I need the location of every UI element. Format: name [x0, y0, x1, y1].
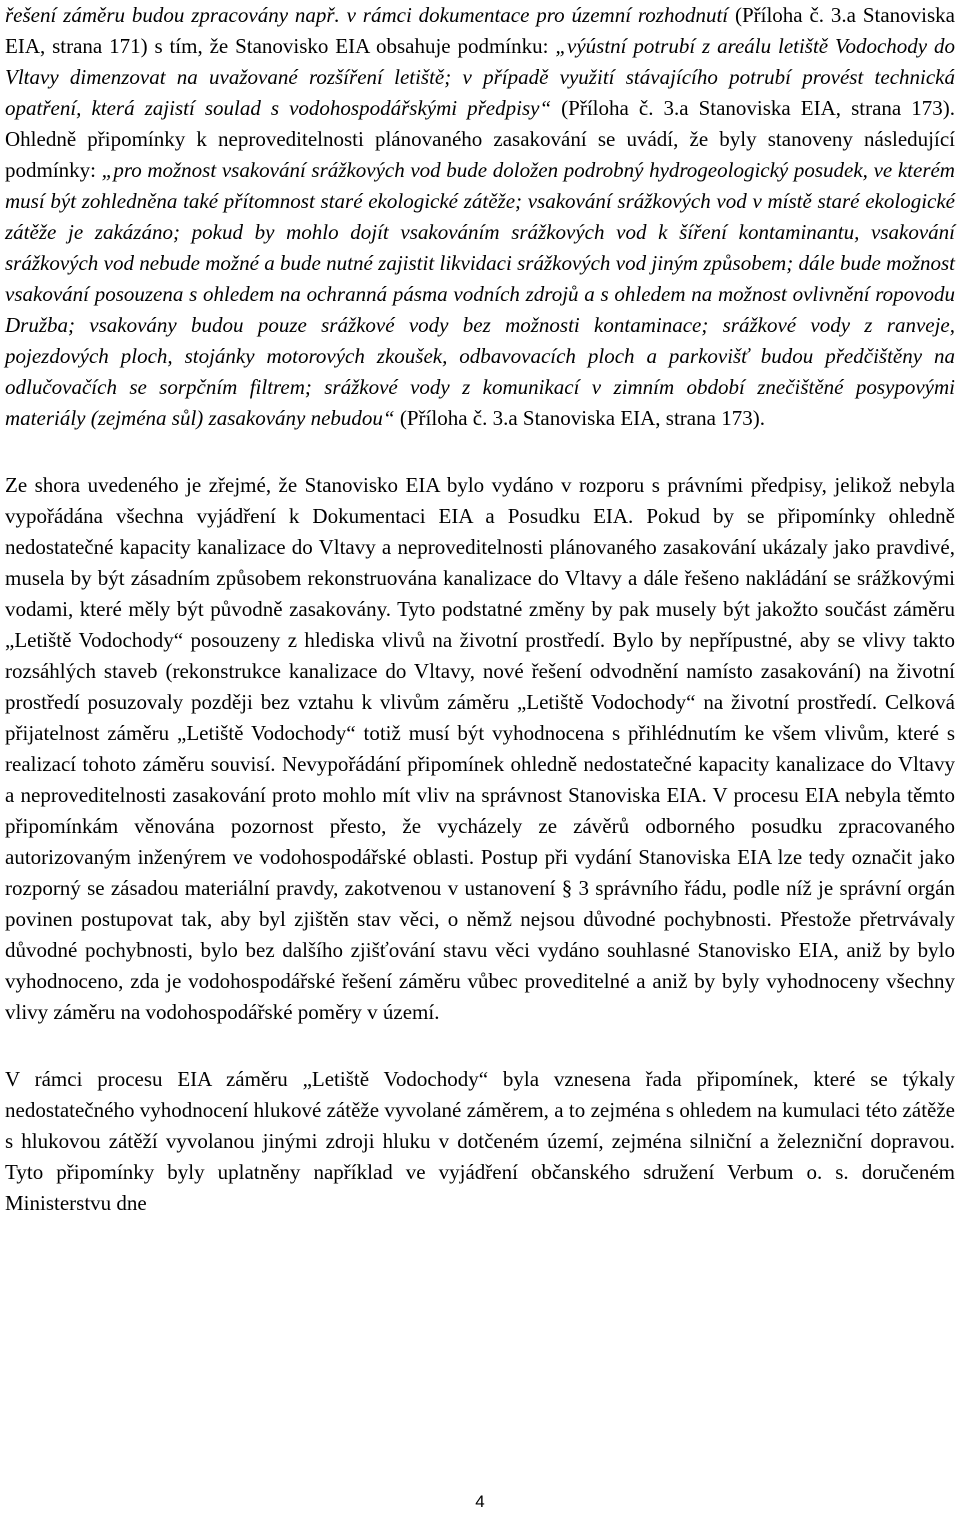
paragraph-noise: V rámci procesu EIA záměru „Letiště Vodochody“ byla vznesena řada připomínek, které se týkaly nedostatečného vyhodnocení hlukové zátěže vyvolané záměrem, a to zejména s ohledem na kumulaci této zátěže s hlukovou zátěží vyvolanou jinými zdroji hluku v dotčeném území, zejména silniční a železniční dopravou. Tyto připomínky byly uplatněny například ve vyjádření občanského sdružení Verbum o. s. doručeném Ministerstvu dne: [5, 1067, 955, 1215]
text-segment-c: (Příloha č. 3.a Stanoviska EIA, strana 173).: [394, 406, 765, 430]
quote-italic-c: „pro možnost vsakování srážkových vod bude doložen podrobný hydrogeologický posudek, ve kterém musí být zohledněna také přítomnost staré ekologické zátěže; vsakování srážkových vod v místě staré ekologické zátěže je zakázáno; pokud by mohlo dojít vsakováním srážkových vod k šíření kontaminantu, vsakování srážkových vod nebude možné a bude nutné zajistit likvidaci srážkových vod jiným způsobem; dále bude možnost vsakování posouzena s ohledem na ochranná pásma vodních zdrojů a s ohledem na možnost ovlivnění ropovodu Družba; vsakovány budou pouze srážkové vody bez možnosti kontaminace; srážkové vody z ranveje, pojezdových ploch, stojánky motorových zkoušek, odbavovacích ploch a parkovišť budou předčištěny na odlučovačích se sorpčním filtrem; srážkové vody z komunikací v zimním období znečištěné posypovými materiály (zejména sůl) zasakovány nebudou“: [5, 158, 955, 430]
quote-italic-b: „výústní potrubí z areálu letiště Vodochody do Vltavy dimenzovat na uvažované rozšíření letiště; v případě využití stávajícího potrubí provést technická opatření, která zajistí soulad s vodohospodářskými předpisy“: [5, 34, 955, 120]
page-number: 4: [475, 1492, 485, 1511]
quote-italic-a: řešení záměru budou zpracovány např. v rámci dokumentace pro územní rozhodnutí: [5, 3, 729, 27]
text-segment-a: (Příloha č. 3.a Stanoviska EIA, strana 171) s tím, že Stanovisko EIA obsahuje podmínku:: [5, 3, 955, 58]
text-segment-b: (Příloha č. 3.a Stanoviska EIA, strana 173). Ohledně připomínky k neproveditelnosti plánovaného zasakování se uvádí, že byly stanoveny následující podmínky:: [5, 96, 955, 182]
paragraph-eia-conditions: [5, 0, 955, 434]
paragraph-conclusion: Ze shora uvedeného je zřejmé, že Stanovisko EIA bylo vydáno v rozporu s právními předpisy, jelikož nebyla vypořádána všechna vyjádření k Dokumentaci EIA a Posudku EIA. Pokud by se připomínky ohledně nedostatečné kapacity kanalizace do Vltavy a neproveditelnosti plánovaného zasakování ukázaly jako pravdivé, musela by být zásadním způsobem rekonstruována kanalizace do Vltavy a dále řešeno nakládání se srážkovými vodami, které měly být původně zasakovány. Tyto podstatné změny by pak musely být jakožto součást záměru „Letiště Vodochody“ posouzeny z hlediska vlivů na životní prostředí. Bylo by nepřípustné, aby se vlivy takto rozsáhlých staveb (rekonstrukce kanalizace do Vltavy, nové řešení odvodnění namísto zasakování) na životní prostředí posuzovaly později bez vztahu k vlivům záměru „Letiště Vodochody“ na životní prostředí. Celková přijatelnost záměru „Letiště Vodochody“ totiž musí být vyhodnocena s přihlédnutím ke všem vlivům, které s realizací tohoto záměru souvisí. Nevypořádání připomínek ohledně nedostatečné kapacity kanalizace do Vltavy a neproveditelnosti zasakování proto mohlo mít vliv na správnost Stanoviska EIA. V procesu EIA nebyla těmto připomínkám věnována pozornost přesto, že vycházely ze závěrů odborného posudku zpracovaného autorizovaným inženýrem ve vodohospodářské oblasti. Postup při vydání Stanoviska EIA lze tedy označit jako rozporný se zásadou materiální pravdy, zakotvenou v ustanovení § 3 správního řádu, podle níž je správní orgán povinen postupovat tak, aby byl zjištěn stav věci, o němž nejsou důvodné pochybnosti. Přestože přetrvávaly důvodné pochybnosti, bylo bez dalšího zjišťování stavu věci vydáno souhlasné Stanovisko EIA, aniž by bylo vyhodnoceno, zda je vodohospodářské řešení záměru vůbec proveditelné a aniž by byly vyhodnoceny všechny vlivy záměru na vodohospodářské poměry v území.: [5, 473, 955, 1024]
